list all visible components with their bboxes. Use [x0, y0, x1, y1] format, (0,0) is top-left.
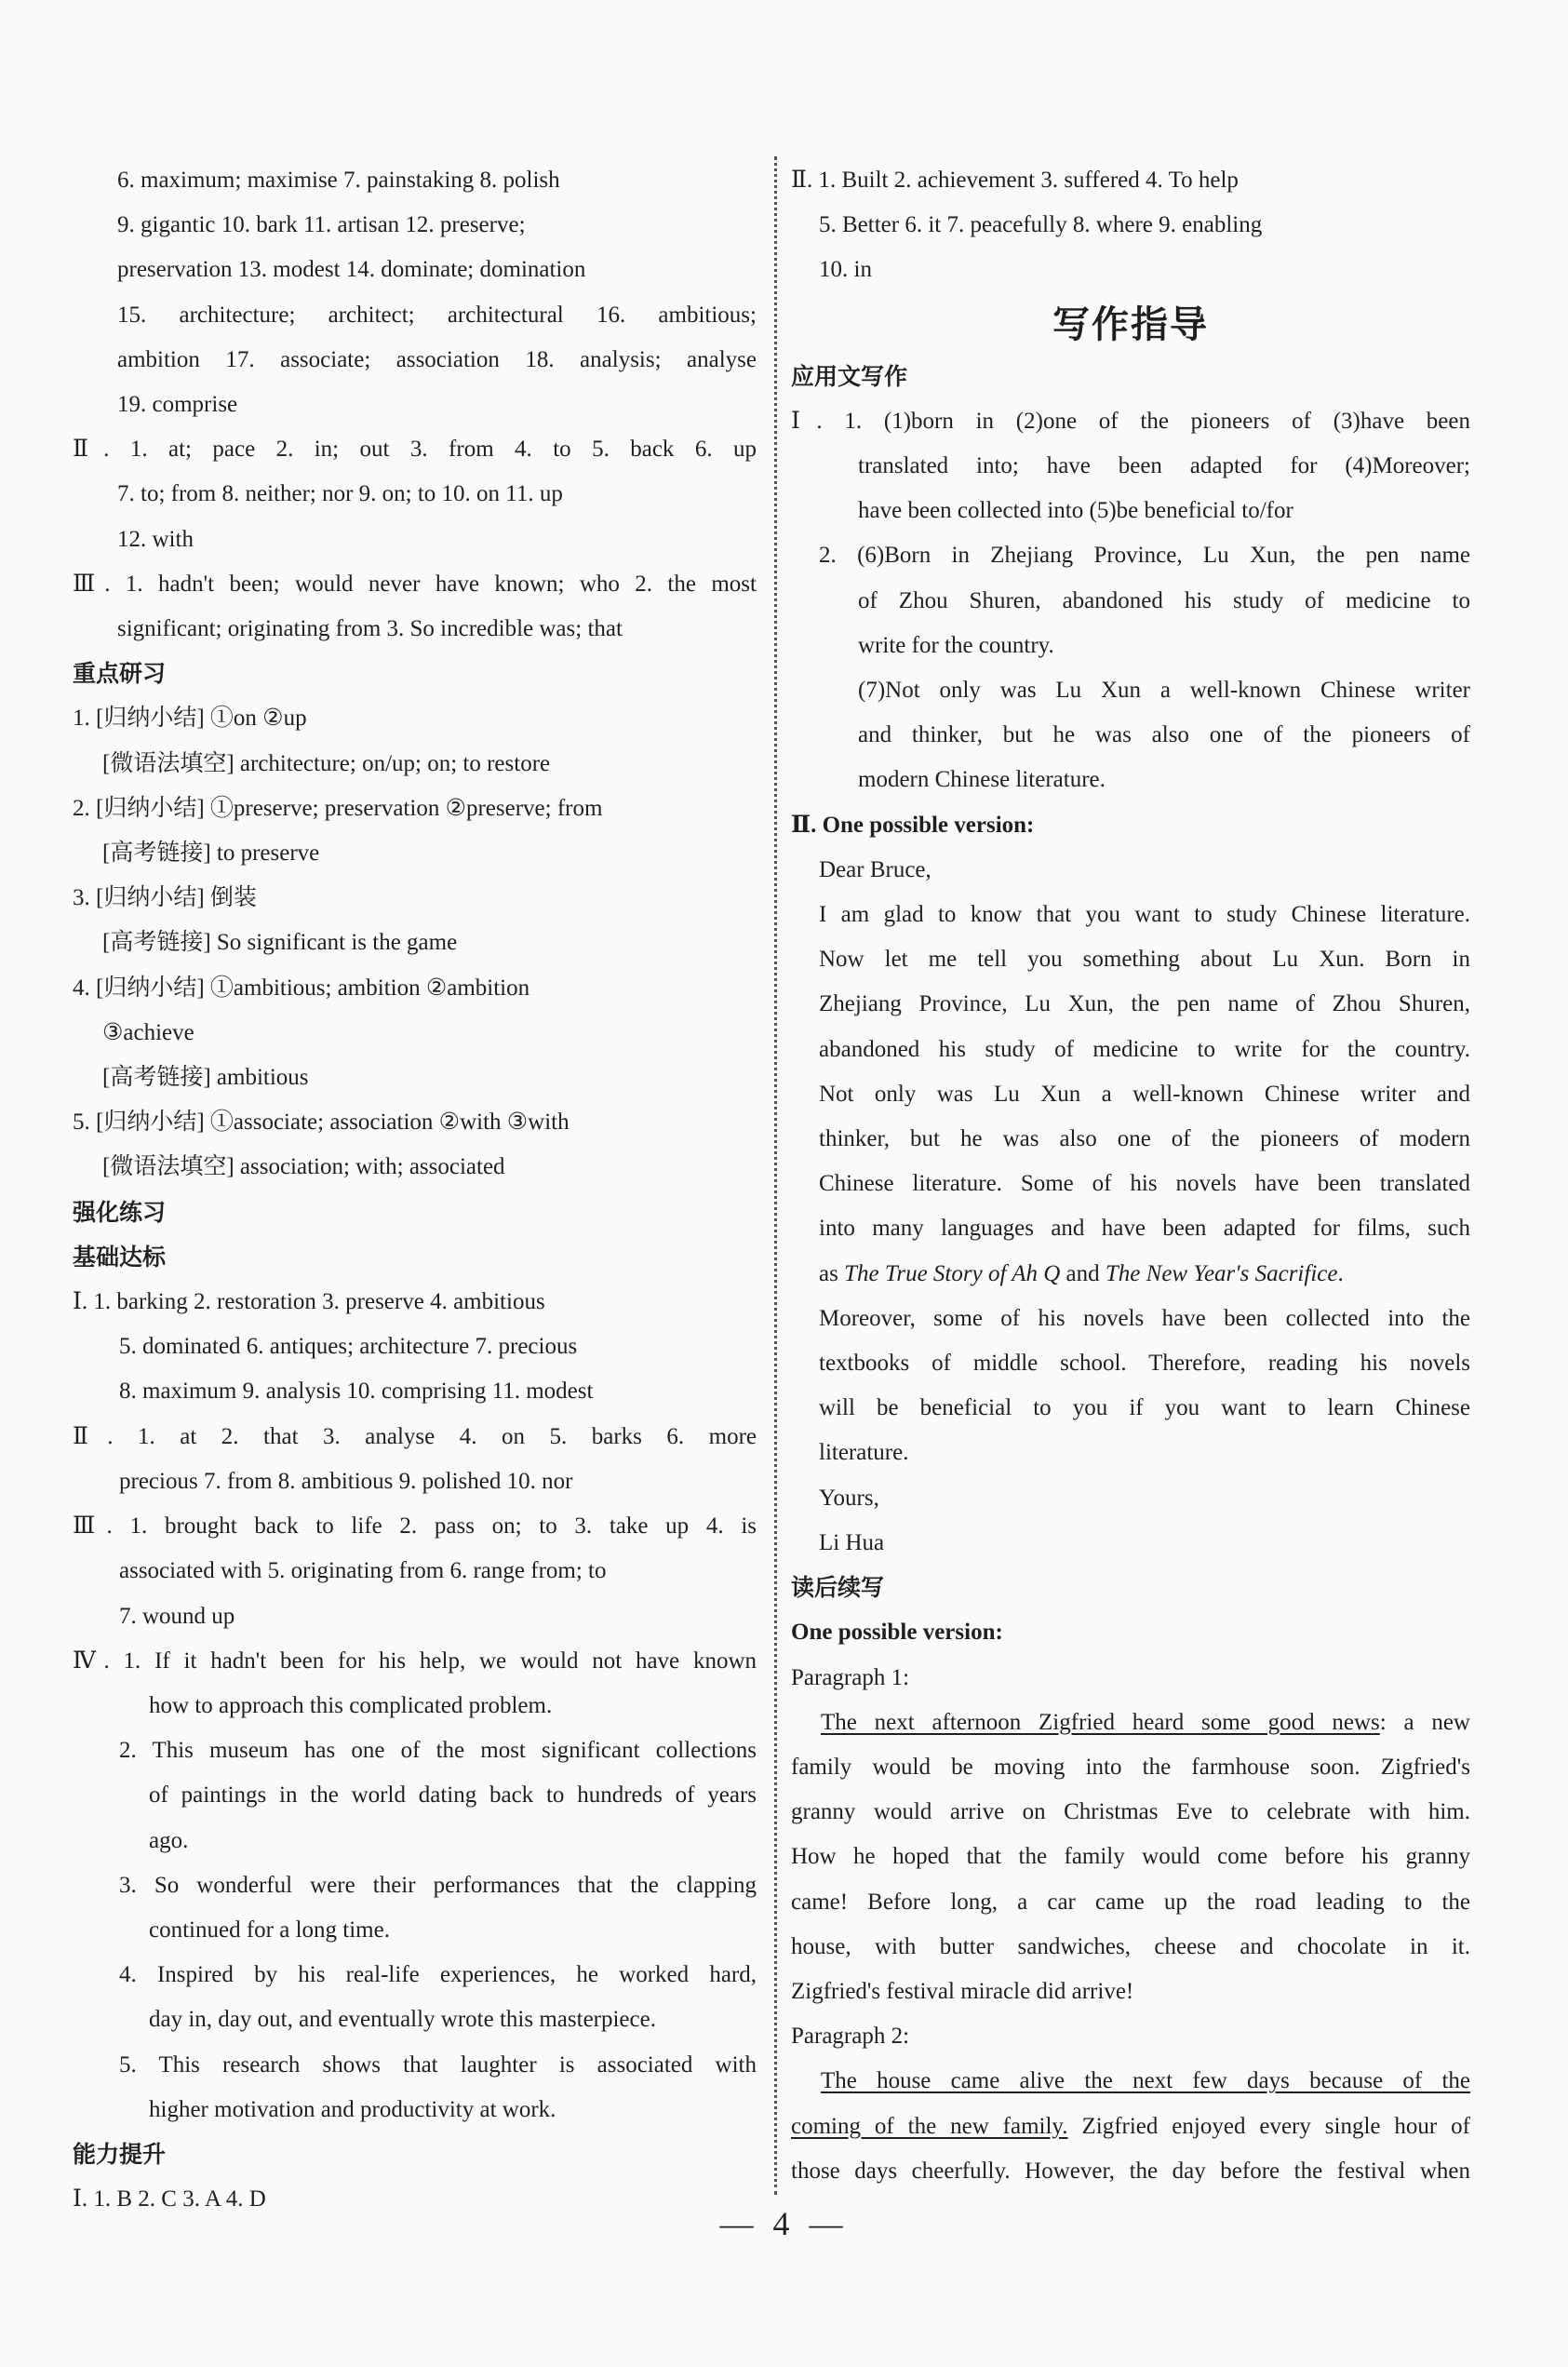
answer-line: 5. [归纳小结] ①associate; association ②with ③with — [73, 1110, 570, 1136]
answer-line: 5. dominated 6. antiques; architecture 7. precious — [119, 1334, 578, 1360]
answer-line: 4. Inspired by his real-life experiences, he worked hard, — [119, 1962, 757, 1988]
paragraph1-line: Zigfried's festival miracle did arrive! — [791, 1978, 1134, 2004]
answer-line: 1. [归纳小结] ①on ②up — [73, 706, 307, 732]
answer-line: 5. This research shows that laughter is associated with — [119, 2051, 757, 2078]
answer-line: 2. [归纳小结] ①preserve; preservation ②preserve; from — [73, 795, 603, 821]
answer-line: Ⅱ. 1. at; pace 2. in; out 3. from 4. to 5. back 6. up — [73, 437, 757, 463]
answer-line: day in, day out, and eventually wrote this masterpiece. — [149, 2007, 656, 2033]
text-line: One possible version: — [791, 1620, 1003, 1646]
text-line: Not only was Lu Xun a well-known Chinese writer and — [819, 1081, 1470, 1107]
section-heading: 应用文写作 — [791, 362, 908, 390]
answer-line: Ⅰ. 1. B 2. C 3. A 4. D — [73, 2186, 266, 2212]
answer-line: 7. to; from 8. neither; nor 9. on; to 10. on 11. up — [117, 481, 563, 507]
paragraph1-line: family would be moving into the farmhouse soon. Zigfried's — [791, 1754, 1470, 1780]
continuation-writing-block — [791, 1297, 1470, 1701]
answer-line: precious 7. from 8. ambitious 9. polished 10. nor — [119, 1468, 573, 1494]
answer-line: significant; originating from 3. So incredible was; that — [117, 616, 623, 642]
paragraph2-topic-sentence-b: coming of the new family. — [791, 2113, 1068, 2139]
answer-line: preservation 13. modest 14. dominate; domination — [117, 257, 586, 283]
section-heading: 基础达标 — [73, 1243, 167, 1271]
answer-line: 9. gigantic 10. bark 11. artisan 12. preserve; — [117, 212, 526, 238]
answer-line: [微语法填空] architecture; on/up; on; to restore — [102, 750, 551, 776]
paragraph1-line: came! Before long, a car came up the road leading to the — [791, 1889, 1470, 1915]
column-divider — [774, 156, 777, 2195]
answer-line: ③achieve — [102, 1019, 194, 1045]
answer-line: [高考链接] ambitious — [102, 1065, 309, 1091]
answer-line: 10. in — [819, 257, 872, 283]
paragraph1-body — [791, 1745, 1470, 2014]
answer-line: 5. Better 6. it 7. peacefully 8. where 9. enabling — [819, 212, 1263, 238]
novel-title-ah-q: The True Story of Ah Q — [844, 1260, 1061, 1286]
text-line: textbooks of middle school. Therefore, reading his novels — [819, 1351, 1470, 1377]
paragraph2-second-line: coming of the new family. Zigfried enjoyed every single hour of — [791, 2113, 1470, 2139]
text-line: (7)Not only was Lu Xun a well-known Chinese writer — [858, 678, 1470, 704]
text-line: Now let me tell you something about Lu Xun. Born in — [819, 947, 1470, 973]
text-line: of Zhou Shuren, abandoned his study of medicine to — [858, 587, 1470, 613]
text-line: Zhejiang Province, Lu Xun, the pen name of Zhou Shuren, — [819, 991, 1470, 1017]
answer-line: 3. So wonderful were their performances that the clapping — [119, 1872, 757, 1898]
section-heading: 强化练习 — [73, 1198, 167, 1226]
answer-line: 7. wound up — [119, 1603, 235, 1629]
answer-line: 6. maximum; maximise 7. painstaking 8. polish — [117, 168, 560, 193]
text-line: modern Chinese literature. — [858, 767, 1106, 793]
answer-line: 2. This museum has one of the most significant collections — [119, 1738, 757, 1764]
section-heading: 能力提升 — [73, 2140, 167, 2168]
answer-line: 8. maximum 9. analysis 10. comprising 11. modest — [119, 1379, 594, 1405]
answer-line: Ⅰ. 1. barking 2. restoration 3. preserve 4. ambitious — [73, 1289, 545, 1315]
answer-line: Ⅲ. 1. brought back to life 2. pass on; to 3. take up 4. is — [73, 1513, 757, 1540]
answer-line: Ⅲ. 1. hadn't been; would never have known; who 2. the most — [73, 571, 757, 597]
answer-line: 19. comprise — [117, 392, 238, 418]
answer-line: 12. with — [117, 526, 194, 552]
answer-line: Ⅱ. 1. Built 2. achievement 3. suffered 4. To help — [791, 168, 1239, 193]
answer-line: 15. architecture; architect; architectural 16. ambitious; — [117, 302, 757, 328]
answer-line: continued for a long time. — [149, 1916, 390, 1943]
text-line: write for the country. — [858, 632, 1054, 658]
answer-line: associated with 5. originating from 6. range from; to — [119, 1558, 607, 1584]
letter-titles-line: as The True Story of Ah Q and The New Year's Sacrifice. — [819, 1260, 1344, 1286]
answer-line: Ⅱ. 1. at 2. that 3. analyse 4. on 5. barks 6. more — [73, 1423, 757, 1449]
paragraph1-line: How he hoped that the family would come before his granny — [791, 1844, 1470, 1870]
practical-writing-block — [791, 355, 1470, 1252]
paragraph1-topic-sentence: The next afternoon Zigfried heard some good news — [821, 1709, 1380, 1735]
reading-answers-block — [791, 158, 1470, 293]
text-line: thinker, but he was also one of the pioneers of modern — [819, 1126, 1470, 1152]
text-line: will be beneficial to you if you want to learn Chinese — [819, 1395, 1470, 1421]
text-line: Dear Bruce, — [819, 856, 931, 882]
answer-line: higher motivation and productivity at work. — [149, 2096, 556, 2122]
answer-line: ambition 17. associate; association 18. analysis; analyse — [117, 346, 757, 372]
paragraph2-label: Paragraph 2: — [791, 2024, 910, 2050]
paragraph1-line: house, with butter sandwiches, cheese and chocolate in it. — [791, 1933, 1470, 1959]
answer-line: Ⅳ. 1. If it hadn't been for his help, we would not have known — [73, 1647, 757, 1674]
left-column — [73, 158, 757, 2222]
paragraph2-topic-sentence-a: The house came alive the next few days because of the — [821, 2068, 1470, 2094]
text-line: Chinese literature. Some of his novels have been translated — [819, 1171, 1470, 1197]
text-line: Moreover, some of his novels have been collected into the — [819, 1305, 1470, 1331]
paragraph1-line: granny would arrive on Christmas Eve to celebrate with him. — [791, 1799, 1470, 1825]
text-line: into many languages and have been adapted for films, such — [819, 1216, 1470, 1242]
text-line: Ⅱ. One possible version: — [791, 812, 1035, 838]
novel-title-sacrifice: The New Year's Sacrifice — [1105, 1260, 1338, 1286]
paragraph2-first-line — [791, 2059, 1470, 2104]
text-line: have been collected into (5)be beneficial to/for — [858, 498, 1293, 524]
answer-line: [高考链接] So significant is the game — [102, 930, 458, 956]
text-line: 2. (6)Born in Zhejiang Province, Lu Xun, the pen name — [819, 543, 1470, 569]
paragraph2-third-line: those days cheerfully. However, the day before the festival when — [791, 2158, 1470, 2184]
answer-line: [微语法填空] association; with; associated — [102, 1154, 505, 1180]
section-heading: 重点研习 — [73, 660, 167, 688]
text-line: translated into; have been adapted for (4)Moreover; — [858, 453, 1470, 479]
answer-line: of paintings in the world dating back to hundreds of years — [149, 1782, 757, 1809]
text-line: Li Hua — [819, 1529, 885, 1555]
text-line: I am glad to know that you want to study Chinese literature. — [819, 902, 1470, 928]
right-column — [791, 158, 1470, 2194]
text-line: and thinker, but he was also one of the pioneers of — [858, 722, 1470, 748]
answer-line: [高考链接] to preserve — [102, 841, 320, 867]
text-line: literature. — [819, 1440, 909, 1466]
answer-line: 3. [归纳小结] 倒装 — [73, 885, 257, 911]
section-heading: 读后续写 — [791, 1574, 885, 1602]
answer-line: ago. — [149, 1827, 189, 1853]
page-number: — 4 — — [719, 2205, 849, 2242]
answer-line: how to approach this complicated problem. — [149, 1692, 553, 1718]
section-title-writing-guide: 写作指导 — [1052, 303, 1209, 346]
text-line: Yours, — [819, 1485, 879, 1511]
answer-line: 4. [归纳小结] ①ambitious; ambition ②ambition — [73, 975, 530, 1001]
text-line: Ⅰ. 1. (1)born in (2)one of the pioneers of (3)have been — [791, 408, 1470, 434]
text-line: Paragraph 1: — [791, 1664, 910, 1690]
paragraph1-first-line: The next afternoon Zigfried heard some good news: a new — [821, 1709, 1470, 1735]
text-line: abandoned his study of medicine to write for the country. — [819, 1036, 1470, 1062]
